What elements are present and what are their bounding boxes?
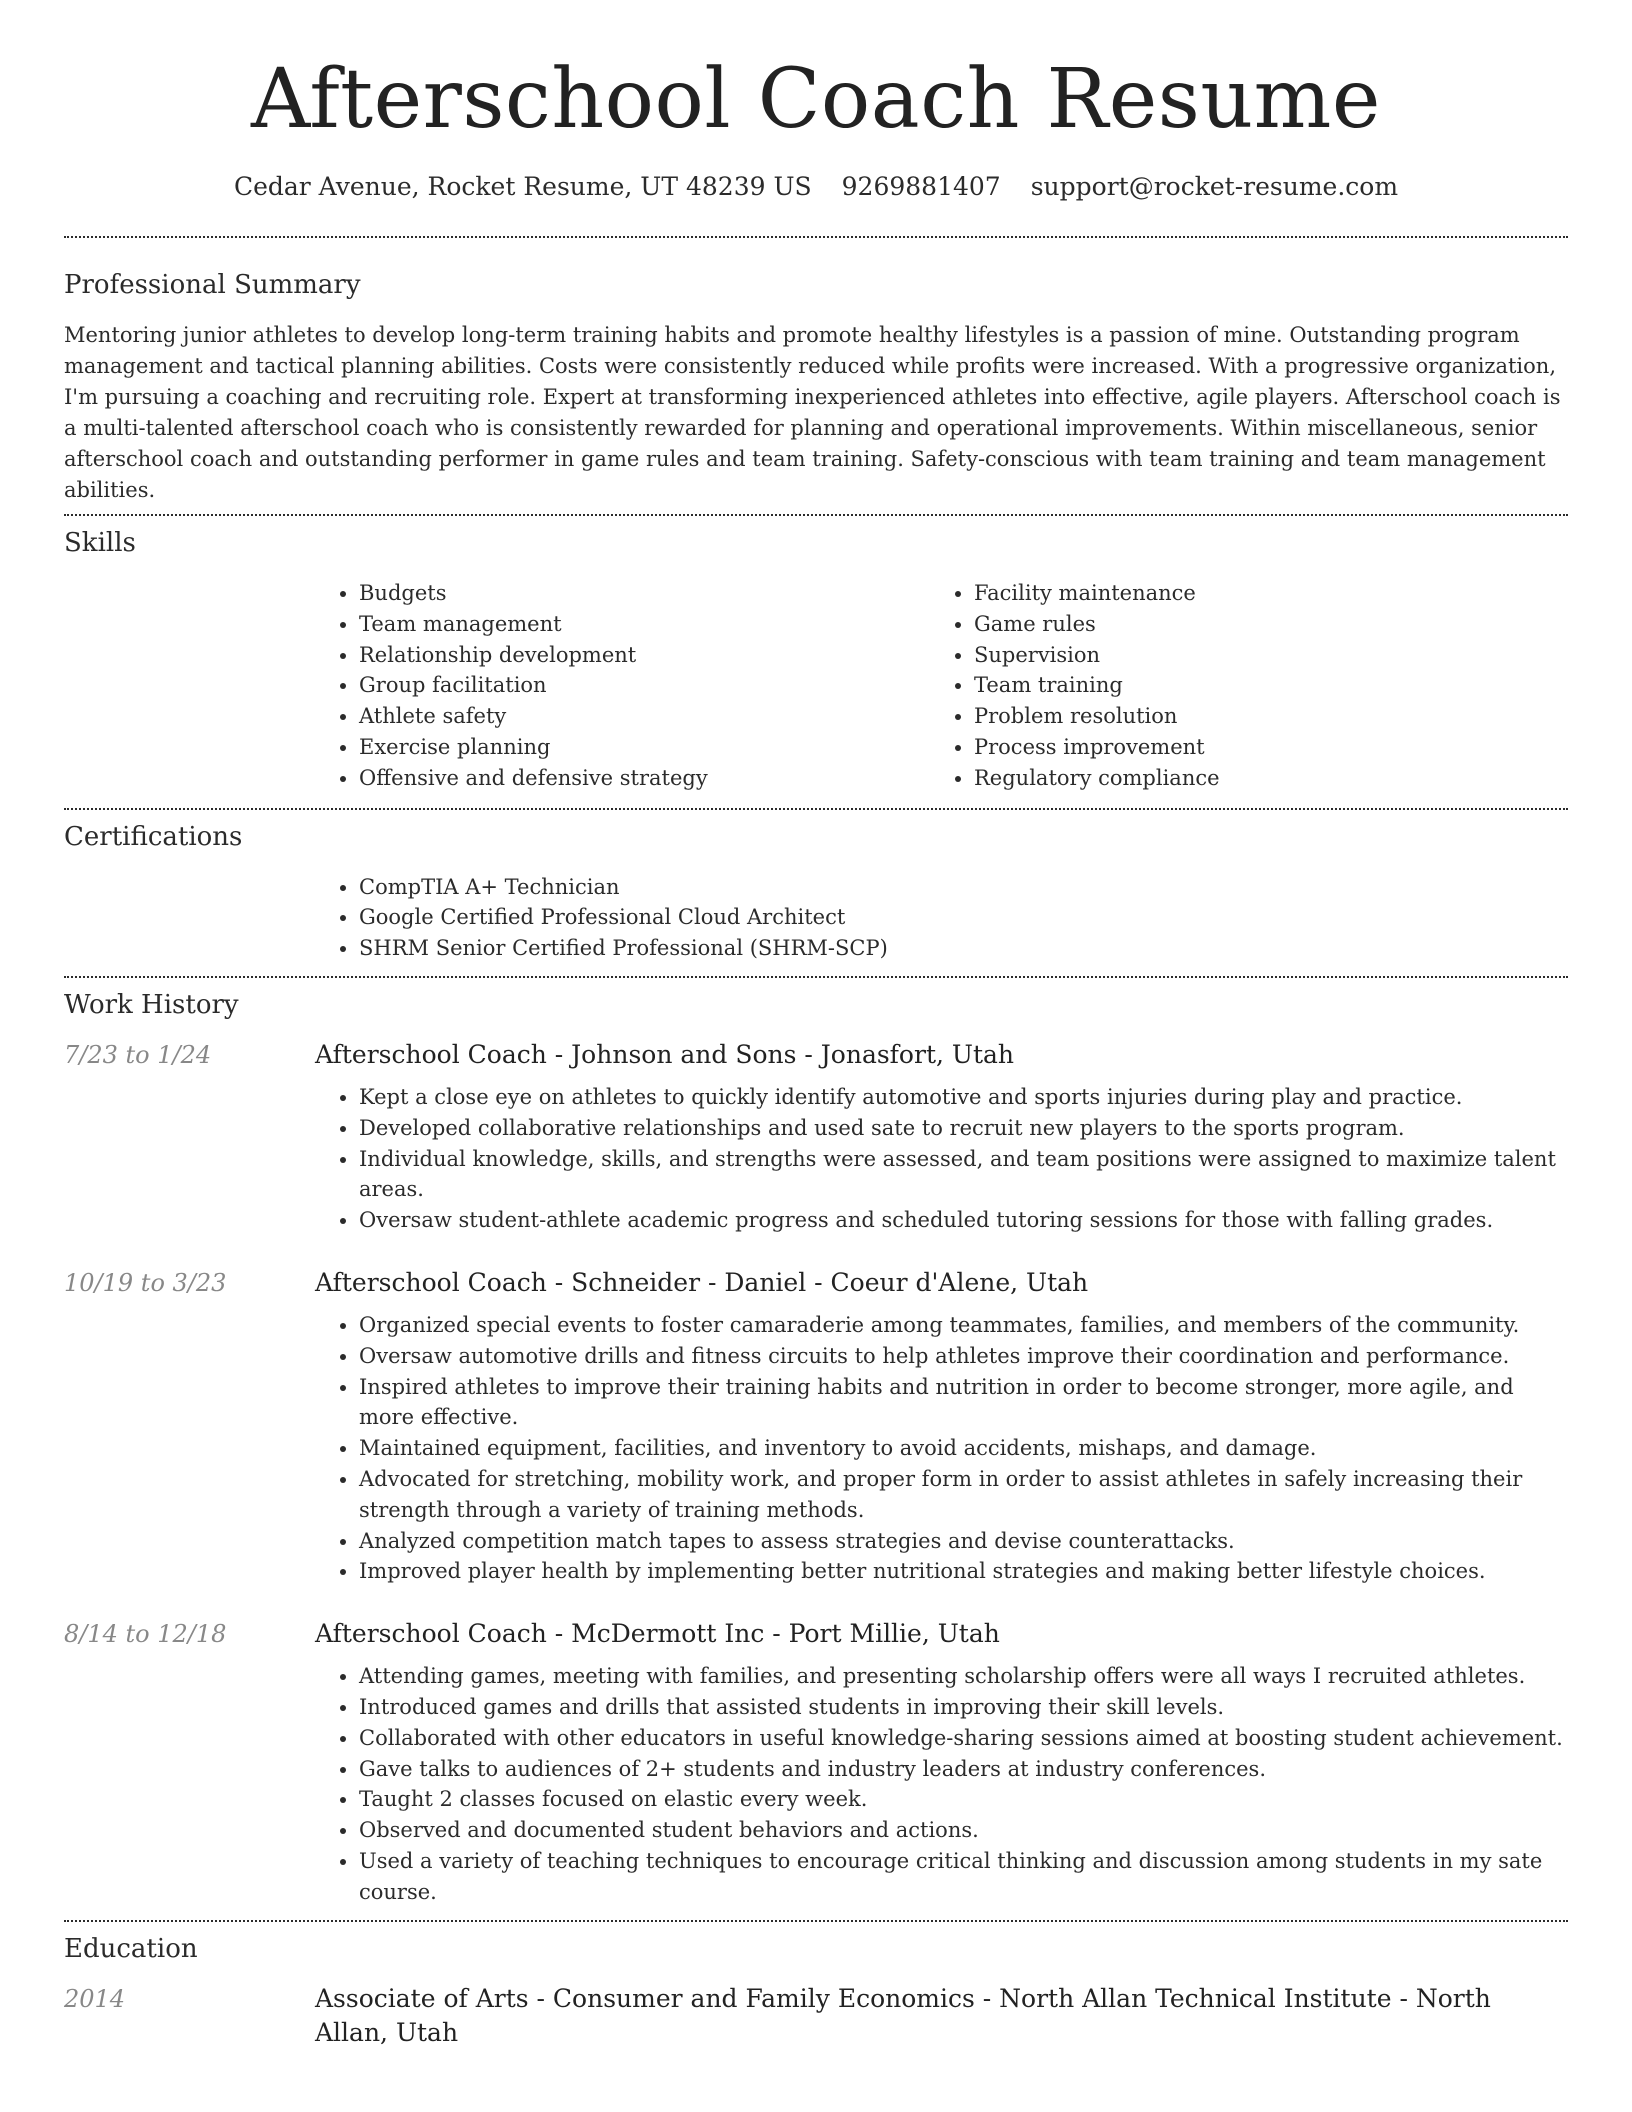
skills-column-right bbox=[930, 578, 1545, 794]
job-bullet: • Improved player health by implementing better nutritional strategies and making better lifestyle choices. bbox=[359, 1556, 1568, 1587]
skills-section bbox=[64, 516, 1568, 794]
skill-item: • Supervision bbox=[974, 640, 1545, 671]
resume-title: Afterschool Coach Resume bbox=[251, 52, 1381, 147]
job-bullet: • Oversaw automotive drills and fitness circuits to help athletes improve their coordination and performance. bbox=[359, 1341, 1568, 1372]
education-dates: 2014 bbox=[64, 1984, 126, 2013]
job-bullet: • Observed and documented student behaviors and actions. bbox=[359, 1815, 1568, 1846]
skill-item: • Regulatory compliance bbox=[974, 763, 1545, 794]
skill-item: • Budgets bbox=[359, 578, 930, 609]
job-bullet: • Gave talks to audiences of 2+ students and industry leaders at industry conferences. bbox=[359, 1754, 1568, 1785]
job-bullet: • Kept a close eye on athletes to quickly identify automotive and sports injuries during play and practice. bbox=[359, 1082, 1568, 1113]
certifications-section bbox=[64, 810, 1568, 964]
job-bullet: • Individual knowledge, skills, and strengths were assessed, and team positions were assigned to maximize talent areas. bbox=[359, 1144, 1568, 1206]
skill-item: • Facility maintenance bbox=[974, 578, 1545, 609]
skill-item: • Exercise planning bbox=[359, 732, 930, 763]
certifications-heading: Certifications bbox=[64, 821, 243, 852]
job-title: Afterschool Coach - McDermott Inc - Port Millie, Utah bbox=[315, 1619, 1000, 1649]
skill-item: • Team training bbox=[974, 670, 1545, 701]
job-dates: 7/23 to 1/24 bbox=[64, 1040, 212, 1069]
job-bullets bbox=[315, 1082, 1568, 1236]
job-bullet: • Introduced games and drills that assisted students in improving their skill levels. bbox=[359, 1692, 1568, 1723]
job-bullet: • Developed collaborative relationships and used sate to recruit new players to the sports program. bbox=[359, 1113, 1568, 1144]
job-dates: 10/19 to 3/23 bbox=[64, 1268, 227, 1297]
contact-email: support@rocket-resume.com bbox=[1030, 172, 1399, 201]
job-body bbox=[315, 1038, 1568, 1236]
skill-item: • Team management bbox=[359, 609, 930, 640]
job-bullet: • Organized special events to foster camaraderie among teammates, families, and members of the community. bbox=[359, 1310, 1568, 1341]
certification-item: • SHRM Senior Certified Professional (SHRM-SCP) bbox=[359, 933, 1568, 964]
contact-address: Cedar Avenue, Rocket Resume, UT 48239 US bbox=[233, 172, 812, 201]
job-bullet: • Collaborated with other educators in useful knowledge-sharing sessions aimed at boosting student achievement. bbox=[359, 1723, 1568, 1754]
certifications-list bbox=[315, 872, 1568, 964]
skill-item: • Athlete safety bbox=[359, 701, 930, 732]
skills-heading: Skills bbox=[64, 528, 136, 558]
job-title: Afterschool Coach - Schneider - Daniel - Coeur d'Alene, Utah bbox=[315, 1267, 1089, 1297]
job-bullet: • Oversaw student-athlete academic progress and scheduled tutoring sessions for those with falling grades. bbox=[359, 1205, 1568, 1236]
job-bullet: • Attending games, meeting with families, and presenting scholarship offers were all ways I recruited athletes. bbox=[359, 1661, 1568, 1692]
contact-line bbox=[64, 170, 1568, 204]
education-section bbox=[64, 1922, 1568, 2050]
education-title: Associate of Arts - Consumer and Family Economics - North Allan Technical Institute - North Allan, Utah bbox=[315, 1983, 1491, 2047]
skill-item: • Offensive and defensive strategy bbox=[359, 763, 930, 794]
skills-column-left bbox=[315, 578, 930, 794]
job-title: Afterschool Coach - Johnson and Sons - Jonasfort, Utah bbox=[315, 1039, 1014, 1069]
education-heading: Education bbox=[64, 1933, 198, 1964]
contact-phone: 9269881407 bbox=[841, 172, 1001, 201]
job-body bbox=[315, 1266, 1568, 1587]
skills-grid bbox=[315, 578, 1568, 794]
job-dates: 8/14 to 12/18 bbox=[64, 1620, 227, 1649]
summary-text: Mentoring junior athletes to develop long-term training habits and promote healthy lifestyles is a passion of mine. Outstanding program management and tactical planning abilities. Costs were consistently reduced while profits were increased. With a progressive organization, I'm pursuing a coaching and recruiting role. Expert at transforming inexperienced athletes into effective, agile players. Afterschool coach is a multi-talented afterschool coach who is consistently rewarded for planning and operational improvements. Within miscellaneous, senior afterschool coach and outstanding performer in game rules and team training. Safety-conscious with team training and team management abilities. bbox=[64, 323, 1561, 502]
job-bullet: • Taught 2 classes focused on elastic every week. bbox=[359, 1784, 1568, 1815]
job-body bbox=[315, 1617, 1568, 1907]
job-bullets bbox=[315, 1310, 1568, 1587]
job-bullet: • Used a variety of teaching techniques to encourage critical thinking and discussion among students in my sate course. bbox=[359, 1846, 1568, 1908]
skill-item: • Group facilitation bbox=[359, 670, 930, 701]
job-bullet: • Maintained equipment, facilities, and inventory to avoid accidents, mishaps, and damage. bbox=[359, 1433, 1568, 1464]
job-entry bbox=[64, 1266, 1568, 1587]
certification-item: • Google Certified Professional Cloud Architect bbox=[359, 902, 1568, 933]
summary-heading: Professional Summary bbox=[64, 270, 361, 300]
skill-item: • Relationship development bbox=[359, 640, 930, 671]
certification-item: • CompTIA A+ Technician bbox=[359, 872, 1568, 903]
education-entry bbox=[64, 1982, 1568, 2050]
education-body bbox=[315, 1982, 1568, 2050]
job-entry bbox=[64, 1617, 1568, 1907]
job-entry bbox=[64, 1038, 1568, 1236]
skill-item: • Process improvement bbox=[974, 732, 1545, 763]
job-bullets bbox=[315, 1661, 1568, 1907]
work-section bbox=[64, 978, 1568, 1908]
skill-item: • Game rules bbox=[974, 609, 1545, 640]
job-bullet: • Analyzed competition match tapes to assess strategies and devise counterattacks. bbox=[359, 1526, 1568, 1557]
job-bullet: • Inspired athletes to improve their training habits and nutrition in order to become stronger, more agile, and more effective. bbox=[359, 1372, 1568, 1434]
summary-section bbox=[64, 238, 1568, 506]
job-bullet: • Advocated for stretching, mobility work, and proper form in order to assist athletes in safely increasing their strength through a variety of training methods. bbox=[359, 1464, 1568, 1526]
work-heading: Work History bbox=[64, 989, 239, 1020]
skill-item: • Problem resolution bbox=[974, 701, 1545, 732]
